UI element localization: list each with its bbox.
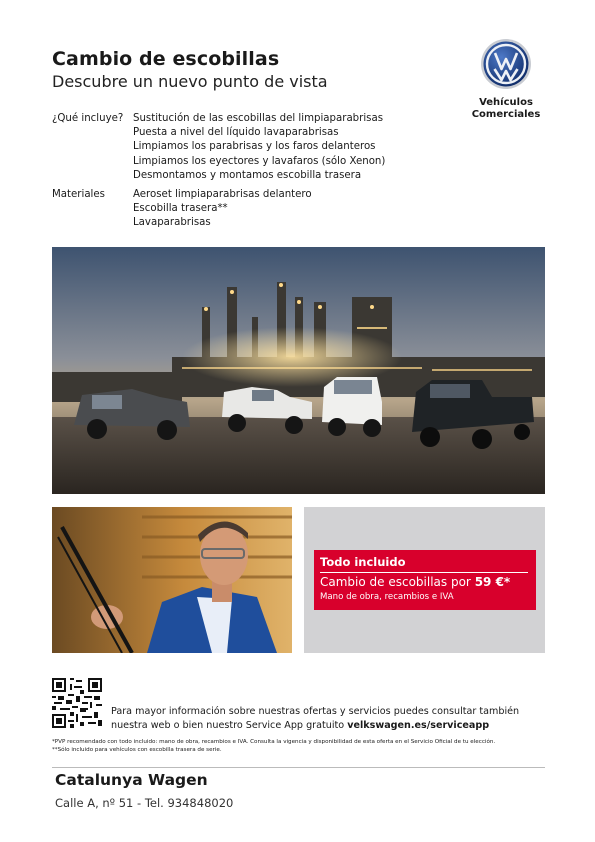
mechanic-image (52, 507, 292, 653)
materials-list (133, 188, 312, 231)
hero-vans-image (52, 247, 545, 494)
list-item: Desmontamos y montamos escobilla trasera (133, 169, 362, 181)
list-item: Escobilla trasera** (133, 203, 228, 215)
materials-label: Materiales (52, 189, 105, 200)
list-item: Lavaparabrisas (133, 217, 211, 229)
list-item: Limpiamos los eyectores y lavafaros (sólo Xenon) (133, 155, 386, 167)
promo-heading: Todo incluido (320, 555, 406, 569)
dealer-name: Catalunya Wagen (55, 771, 208, 789)
list-item: Limpiamos los parabrisas y los faros delanteros (133, 141, 376, 153)
page-subtitle: Descubre un nuevo punto de vista (52, 72, 328, 91)
promo-box (314, 550, 536, 610)
info-text: Para mayor información sobre nuestras ofertas y servicios puedes consultar también nuestra web o bien nuestro Service App gratuito velkswagen.es/serviceapp (111, 706, 520, 731)
footnote-2: **Sólo incluido para vehículos con escobilla trasera de serie. (52, 747, 222, 753)
promo-price-line: Cambio de escobillas por 59 €* (320, 575, 511, 589)
brand-label: Vehículos Comerciales (471, 97, 541, 120)
list-item: Aeroset limpiaparabrisas delantero (133, 189, 312, 200)
serviceapp-link[interactable]: velkswagen.es/serviceapp (347, 720, 490, 731)
qr-code-icon[interactable] (52, 678, 102, 728)
includes-list (133, 112, 385, 183)
promo-subtext: Mano de obra, recambios e IVA (320, 592, 454, 602)
list-item: Sustitución de las escobillas del limpiaparabrisas (133, 113, 384, 124)
footer-divider (52, 767, 545, 768)
footnote-1: *PVP recomendado con todo incluido: mano de obra, recambios e IVA. Consulta la vigencia y disponibilidad de esta oferta en el Servicio Oficial de tu elección. (52, 739, 496, 745)
dealer-address: Calle A, nº 51 - Tel. 934848020 (55, 796, 234, 810)
promo-price: 59 €* (474, 575, 511, 589)
vw-logo-icon (480, 38, 532, 90)
includes-label: ¿Qué incluye? (52, 113, 124, 124)
footnotes (52, 738, 547, 754)
promo-divider (320, 572, 528, 573)
page-title: Cambio de escobillas (52, 48, 280, 70)
list-item: Puesta a nivel del líquido lavaparabrisas (133, 127, 339, 139)
